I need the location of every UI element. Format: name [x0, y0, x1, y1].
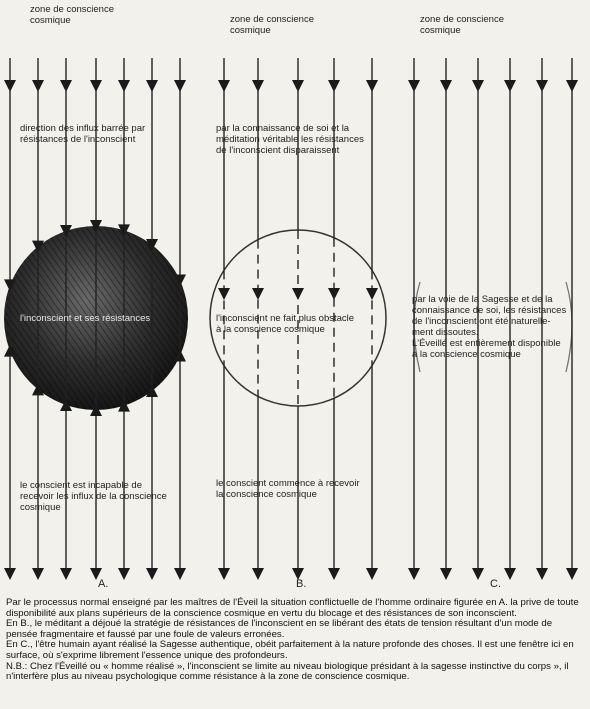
panel-b-letter: B.	[296, 578, 307, 590]
arrowhead-b	[328, 80, 340, 92]
panel-c-letter: C.	[490, 578, 501, 590]
caption-paragraph-3: En C., l'être humain ayant réalisé la Sagesse authentique, obéit parfaitement à la nature profonde des choses. Il est une fenêtre ici en surface, où s'exprime librement l'essence unique des profondeurs.	[6, 639, 574, 661]
arrowhead-a	[118, 80, 130, 92]
arrowhead-a	[146, 568, 158, 580]
panel-b-sphere-text: l'inconscient ne fait plus obstacle à la conscience cosmique	[216, 313, 355, 335]
arrowhead-b	[292, 80, 304, 92]
panel-c-side-text: par la voie de la Sagesse et de la connaissance de soi, les résistances de l'inconscient ont été naturelle- ment dissoutes. L'Éveillé est entièrement disponible à la conscience cosmique	[412, 294, 567, 360]
arrowhead-a	[60, 80, 72, 92]
arrowhead-b	[366, 288, 378, 300]
caption-paragraph-2: En B., le méditant a déjoué la stratégie de résistances de l'inconscient en se libérant des états de tension résultant d'un mode de pensée fragmentaire et faussé par une foule de valeurs erronées.	[6, 618, 553, 640]
arrowhead-c	[566, 568, 578, 580]
zone-label-a: zone de conscience cosmique	[30, 4, 114, 26]
arrowhead-a	[60, 568, 72, 580]
arrowhead-b	[292, 288, 304, 300]
arrowhead-b	[252, 568, 264, 580]
caption-paragraph-4: N.B.: Chez l'Éveillé ou « homme réalisé », l'inconscient se limite au niveau biologique présidant à la sagesse instinctive du corps », il n'interfère plus au niveau psychologique comme résistance à la zone de conscience cosmique.	[6, 660, 569, 683]
arrowhead-b	[218, 80, 230, 92]
panel-b-top-text: par la connaissance de soi et la méditation véritable les résistances de l'inconscient disparaissent	[216, 123, 364, 156]
arrowhead-a	[174, 80, 186, 92]
arrowhead-b	[218, 568, 230, 580]
arrowhead-b	[328, 288, 340, 300]
arrowhead-a	[118, 568, 130, 580]
arrowhead-a	[146, 80, 158, 92]
caption-paragraph-1: Par le processus normal enseigné par les maîtres de l'Éveil la situation conflictuelle de l'homme ordinaire figurée en A. la prive de toute disponibilité aux plans supérieurs de la conscience cosmique en vertu du blocage et des résistances de son inconscient.	[6, 597, 579, 619]
arrowhead-b	[366, 80, 378, 92]
panel-a-sphere-text: l'inconscient et ses résistances	[20, 313, 151, 324]
panel-a-top-text: direction des influx barrée par résistances de l'inconscient	[20, 123, 146, 145]
panel-a-letter: A.	[98, 578, 109, 590]
arrowhead-c	[472, 568, 484, 580]
arrowhead-c	[566, 80, 578, 92]
arrowhead-c	[472, 80, 484, 92]
arrowhead-c	[408, 80, 420, 92]
arrowhead-a	[90, 80, 102, 92]
panel-a-bottom-text: le conscient est incapable de recevoir les influx de la conscience cosmique	[20, 480, 167, 513]
arrowhead-c	[440, 568, 452, 580]
arrowhead-c	[536, 568, 548, 580]
arrowhead-a	[174, 568, 186, 580]
arrowhead-a	[32, 568, 44, 580]
arrowhead-b	[252, 80, 264, 92]
panel-b-bottom-text: le conscient commence à recevoir la conscience cosmique	[216, 478, 360, 500]
arrowhead-c	[440, 80, 452, 92]
arrowhead-a	[4, 568, 16, 580]
arrowhead-b	[328, 568, 340, 580]
arrowhead-c	[504, 80, 516, 92]
arrowhead-b	[252, 288, 264, 300]
zone-label-c: zone de conscience cosmique	[420, 14, 504, 36]
arrowhead-b	[218, 288, 230, 300]
arrowhead-a	[32, 80, 44, 92]
caption	[6, 598, 586, 683]
arrowhead-c	[504, 568, 516, 580]
arrowhead-a	[4, 80, 16, 92]
arrowhead-b	[366, 568, 378, 580]
arrowhead-c	[408, 568, 420, 580]
arrowhead-c	[536, 80, 548, 92]
zone-label-b: zone de conscience cosmique	[230, 14, 314, 36]
